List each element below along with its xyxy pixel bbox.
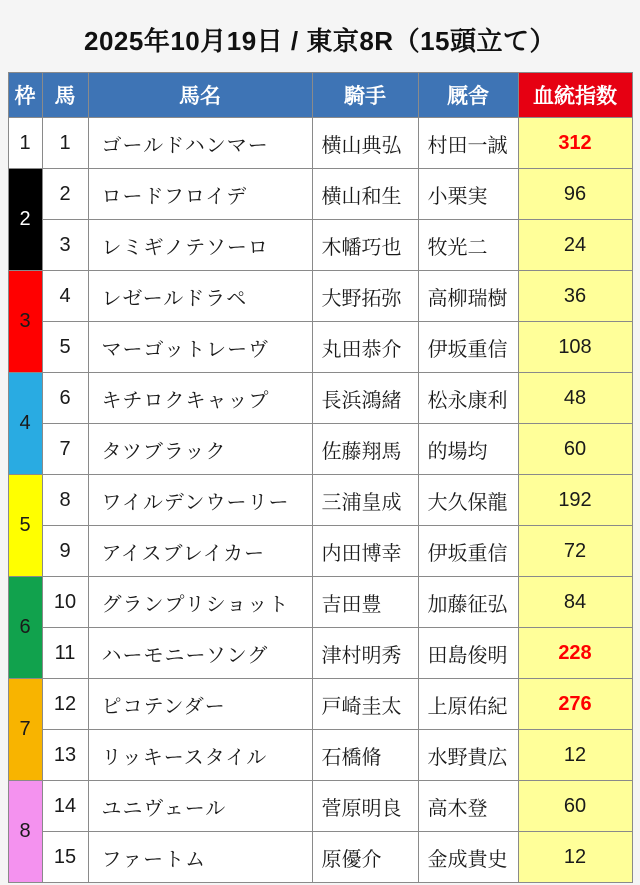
- table-row: [8, 832, 632, 883]
- header-bloodline-index: 血統指数: [518, 73, 632, 118]
- horse-number: 11: [42, 628, 88, 679]
- frame-number: 6: [8, 577, 42, 679]
- header-stable: 厩舎: [418, 73, 518, 118]
- horse-number: 9: [42, 526, 88, 577]
- stable-name: 松永康利: [418, 373, 518, 424]
- frame-number: 4: [8, 373, 42, 475]
- stable-name: 伊坂重信: [418, 322, 518, 373]
- stable-name: 加藤征弘: [418, 577, 518, 628]
- horse-name: リッキースタイル: [88, 730, 312, 781]
- table-row: [8, 169, 632, 220]
- jockey-name: 横山典弘: [312, 118, 418, 169]
- bloodline-index-value: 312: [518, 118, 632, 169]
- header-jockey: 騎手: [312, 73, 418, 118]
- frame-number: 2: [8, 169, 42, 271]
- bloodline-index-value: 228: [518, 628, 632, 679]
- bloodline-index-value: 84: [518, 577, 632, 628]
- horse-name: ハーモニーソング: [88, 628, 312, 679]
- jockey-name: 佐藤翔馬: [312, 424, 418, 475]
- frame-number: 7: [8, 679, 42, 781]
- bloodline-index-value: 276: [518, 679, 632, 730]
- stable-name: 水野貴広: [418, 730, 518, 781]
- stable-name: 大久保龍: [418, 475, 518, 526]
- bloodline-index-value: 60: [518, 781, 632, 832]
- bloodline-index-value: 72: [518, 526, 632, 577]
- horse-name: ピコテンダー: [88, 679, 312, 730]
- table-row: [8, 781, 632, 832]
- stable-name: 高柳瑞樹: [418, 271, 518, 322]
- table-row: [8, 118, 632, 169]
- horse-name: レミギノテソーロ: [88, 220, 312, 271]
- horse-name: アイスブレイカー: [88, 526, 312, 577]
- stable-name: 上原佑紀: [418, 679, 518, 730]
- table-row: [8, 628, 632, 679]
- jockey-name: 戸崎圭太: [312, 679, 418, 730]
- stable-name: 牧光二: [418, 220, 518, 271]
- bloodline-index-value: 12: [518, 730, 632, 781]
- table-row: [8, 526, 632, 577]
- jockey-name: 大野拓弥: [312, 271, 418, 322]
- frame-number: 8: [8, 781, 42, 883]
- jockey-name: 丸田恭介: [312, 322, 418, 373]
- table-row: [8, 679, 632, 730]
- race-table: [8, 72, 633, 883]
- horse-number: 6: [42, 373, 88, 424]
- table-row: [8, 373, 632, 424]
- stable-name: 村田一誠: [418, 118, 518, 169]
- horse-number: 12: [42, 679, 88, 730]
- frame-number: 3: [8, 271, 42, 373]
- header-row: [8, 73, 632, 118]
- table-row: [8, 730, 632, 781]
- horse-name: マーゴットレーヴ: [88, 322, 312, 373]
- header-frame: 枠: [8, 73, 42, 118]
- horse-number: 3: [42, 220, 88, 271]
- horse-number: 1: [42, 118, 88, 169]
- bloodline-index-value: 60: [518, 424, 632, 475]
- table-row: [8, 424, 632, 475]
- jockey-name: 内田博幸: [312, 526, 418, 577]
- horse-name: ゴールドハンマー: [88, 118, 312, 169]
- jockey-name: 原優介: [312, 832, 418, 883]
- horse-number: 7: [42, 424, 88, 475]
- header-name: 馬名: [88, 73, 312, 118]
- stable-name: 高木登: [418, 781, 518, 832]
- stable-name: 小栗実: [418, 169, 518, 220]
- bloodline-index-value: 48: [518, 373, 632, 424]
- horse-name: グランプリショット: [88, 577, 312, 628]
- horse-number: 15: [42, 832, 88, 883]
- table-row: [8, 271, 632, 322]
- bloodline-index-value: 24: [518, 220, 632, 271]
- horse-number: 5: [42, 322, 88, 373]
- jockey-name: 石橋脩: [312, 730, 418, 781]
- stable-name: 金成貴史: [418, 832, 518, 883]
- horse-number: 13: [42, 730, 88, 781]
- jockey-name: 菅原明良: [312, 781, 418, 832]
- stable-name: 田島俊明: [418, 628, 518, 679]
- jockey-name: 三浦皇成: [312, 475, 418, 526]
- horse-name: ワイルデンウーリー: [88, 475, 312, 526]
- horse-name: レゼールドラペ: [88, 271, 312, 322]
- horse-number: 14: [42, 781, 88, 832]
- header-horse: 馬: [42, 73, 88, 118]
- bloodline-index-value: 36: [518, 271, 632, 322]
- bloodline-index-value: 192: [518, 475, 632, 526]
- table-row: [8, 577, 632, 628]
- horse-name: ファートム: [88, 832, 312, 883]
- jockey-name: 横山和生: [312, 169, 418, 220]
- jockey-name: 長浜鴻緒: [312, 373, 418, 424]
- horse-name: ロードフロイデ: [88, 169, 312, 220]
- horse-name: タツブラック: [88, 424, 312, 475]
- table-row: [8, 475, 632, 526]
- horse-number: 8: [42, 475, 88, 526]
- table-row: [8, 322, 632, 373]
- stable-name: 伊坂重信: [418, 526, 518, 577]
- jockey-name: 吉田豊: [312, 577, 418, 628]
- jockey-name: 津村明秀: [312, 628, 418, 679]
- frame-number: 1: [8, 118, 42, 169]
- frame-number: 5: [8, 475, 42, 577]
- bloodline-index-value: 108: [518, 322, 632, 373]
- horse-name: キチロクキャップ: [88, 373, 312, 424]
- horse-number: 10: [42, 577, 88, 628]
- bloodline-index-value: 12: [518, 832, 632, 883]
- race-title: 2025年10月19日 / 東京8R（15頭立て）: [83, 26, 556, 56]
- horse-number: 2: [42, 169, 88, 220]
- bloodline-index-value: 96: [518, 169, 632, 220]
- horse-number: 4: [42, 271, 88, 322]
- jockey-name: 木幡巧也: [312, 220, 418, 271]
- table-row: [8, 220, 632, 271]
- stable-name: 的場均: [418, 424, 518, 475]
- horse-name: ユニヴェール: [88, 781, 312, 832]
